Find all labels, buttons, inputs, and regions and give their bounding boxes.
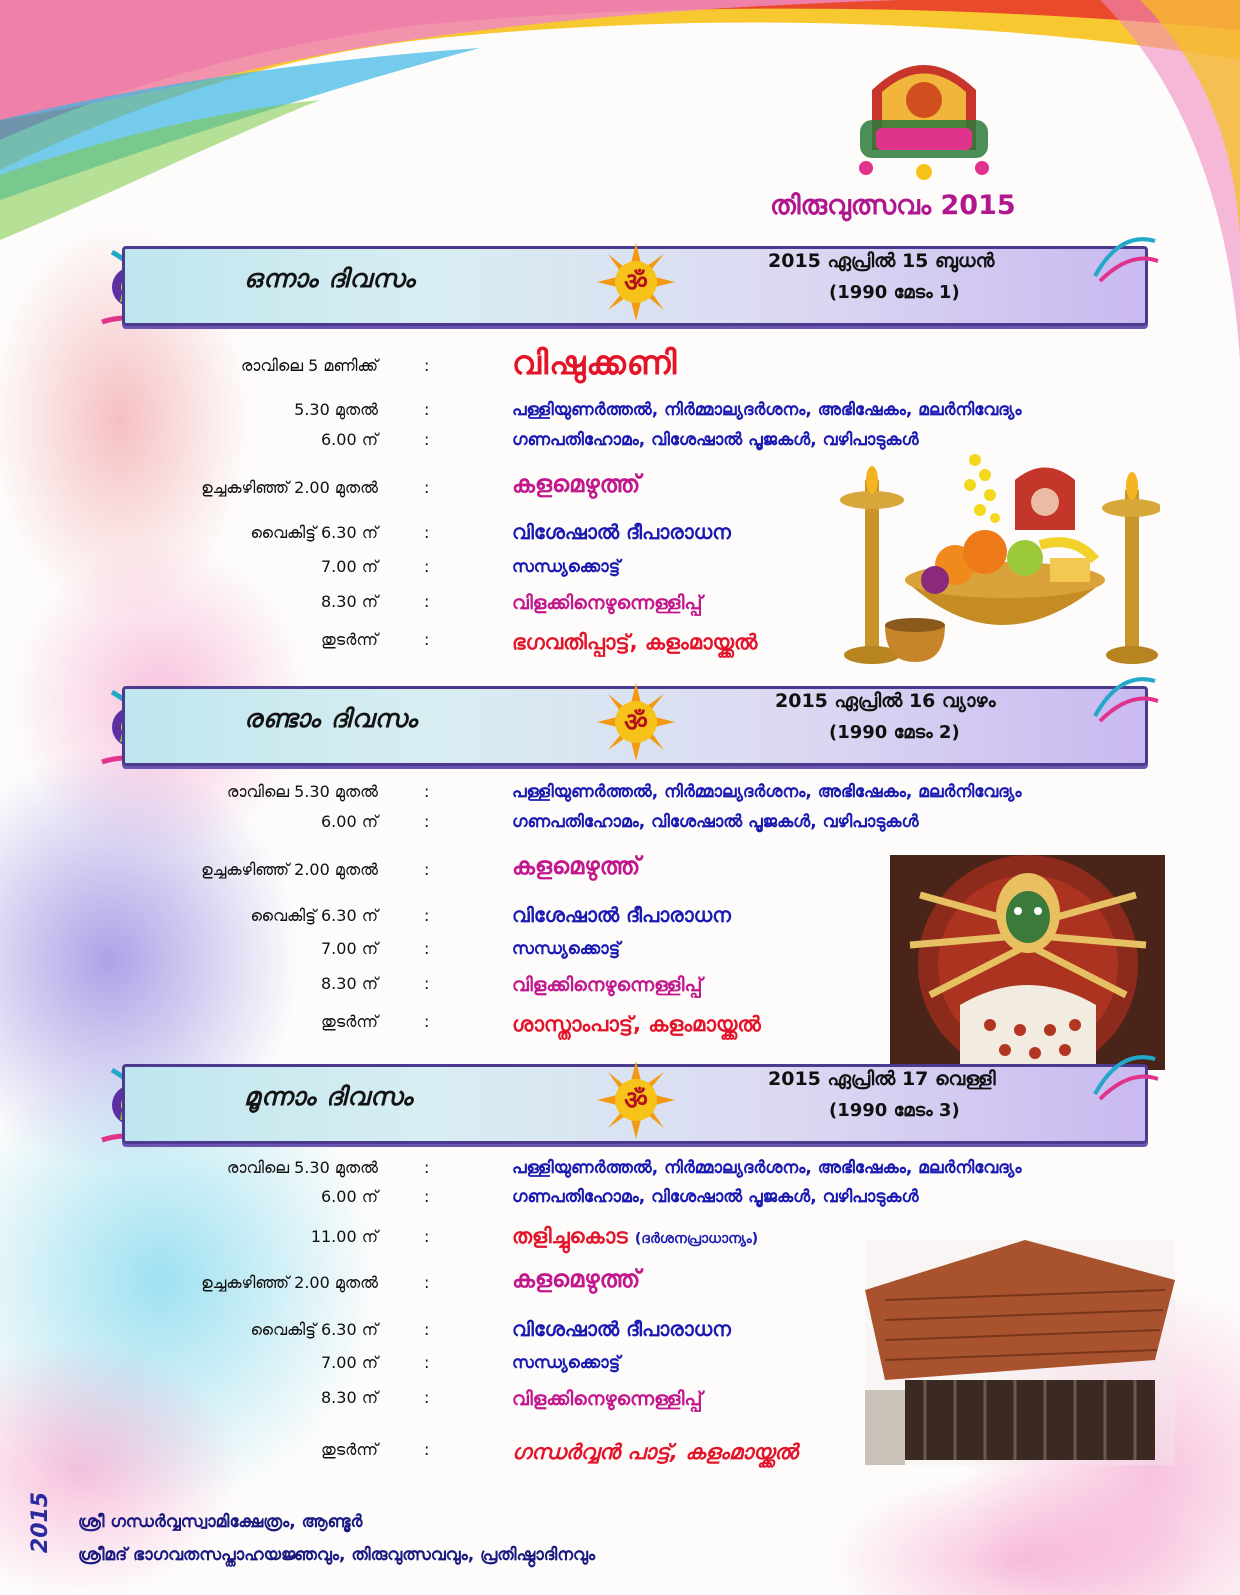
svg-text:ॐ: ॐ bbox=[624, 1086, 648, 1116]
schedule-event: ഭഗവതിപ്പാട്ട്, കളംമായ്ക്കൽ bbox=[512, 630, 758, 654]
schedule-event: കളമെഴുത്ത് bbox=[512, 470, 641, 498]
colon: : bbox=[424, 812, 430, 831]
colon: : bbox=[424, 782, 430, 801]
schedule-time: രാവിലെ 5.30 മുതൽ bbox=[226, 1158, 378, 1177]
schedule-time: 6.00 ന് bbox=[321, 430, 378, 449]
schedule-row bbox=[0, 1440, 1240, 1480]
day-banner-3 bbox=[92, 1058, 1154, 1148]
schedule-time: 8.30 ന് bbox=[321, 592, 378, 611]
schedule-event: പള്ളിയുണർത്തൽ, നിർമ്മാല്യദർശനം, അഭിഷേകം, മലർനിവേദ്യം bbox=[512, 400, 1022, 420]
schedule-event bbox=[512, 1224, 758, 1249]
day-name: മൂന്നാം ദിവസം bbox=[244, 1082, 414, 1111]
footer-year-text: 2015 bbox=[28, 1491, 54, 1554]
schedule-event: വിളക്കിനെഴുന്നെള്ളിപ്പ് bbox=[512, 974, 703, 996]
footer-event-line: ശ്രീമദ് ഭാഗവതസപ്താഹയജ്ഞവും, തിരുവുത്സവവും, പ്രതിഷ്ഠാദിനവും bbox=[78, 1545, 596, 1565]
schedule-row bbox=[0, 630, 1240, 670]
colon: : bbox=[424, 592, 430, 611]
colon: : bbox=[424, 1320, 430, 1339]
festival-title: തിരുവുത്സവം 2015 bbox=[770, 190, 1016, 221]
schedule-time: 8.30 ന് bbox=[321, 1388, 378, 1407]
schedule-row bbox=[0, 1012, 1240, 1052]
schedule-event: ശാസ്താംപാട്ട്, കളംമായ്ക്കൽ bbox=[512, 1012, 761, 1036]
colon: : bbox=[424, 523, 430, 542]
schedule-row bbox=[0, 1388, 1240, 1428]
schedule-row bbox=[0, 812, 1240, 852]
schedule-time: തുടർന്ന് bbox=[321, 630, 378, 649]
colon: : bbox=[424, 430, 430, 449]
schedule-event: ഗന്ധർവ്വൻ പാട്ട്, കളംമായ്ക്കൽ bbox=[512, 1440, 798, 1464]
schedule-event: ഗണപതിഹോമം, വിശേഷാൽ പൂജകൾ, വഴിപാടുകൾ bbox=[512, 812, 919, 832]
schedule-time: ഉച്ചകഴിഞ്ഞ് 2.00 മുതൽ bbox=[201, 1273, 378, 1292]
colon: : bbox=[424, 860, 430, 879]
schedule-row bbox=[0, 592, 1240, 632]
schedule-event: വിളക്കിനെഴുന്നെള്ളിപ്പ് bbox=[512, 1388, 703, 1410]
schedule-event: സന്ധ്യക്കൊട്ട് bbox=[512, 557, 621, 577]
banner-date: 2015 ഏപ്രിൽ 15 ബുധൻ bbox=[768, 250, 995, 272]
colon: : bbox=[424, 1440, 430, 1459]
decorative-flourish-icon bbox=[1090, 666, 1160, 726]
decorative-flourish-icon bbox=[1090, 1044, 1160, 1104]
schedule-event: പള്ളിയുണർത്തൽ, നിർമ്മാല്യദർശനം, അഭിഷേകം, മലർനിവേദ്യം bbox=[512, 1158, 1022, 1178]
schedule-event: വിളക്കിനെഴുന്നെള്ളിപ്പ് bbox=[512, 592, 703, 614]
banner-malayalam-date: (1990 മേടം 2) bbox=[829, 722, 960, 743]
event-name: തളിച്ചുകൊട bbox=[512, 1224, 628, 1248]
schedule-event: ഗണപതിഹോമം, വിശേഷാൽ പൂജകൾ, വഴിപാടുകൾ bbox=[512, 1187, 919, 1207]
colon: : bbox=[424, 557, 430, 576]
om-sun-icon bbox=[597, 1061, 675, 1139]
schedule-row bbox=[0, 557, 1240, 597]
schedule-time: തുടർന്ന് bbox=[321, 1012, 378, 1031]
schedule-time: 6.00 ന് bbox=[321, 1187, 378, 1206]
day-name: ഒന്നാം ദിവസം bbox=[244, 264, 416, 293]
svg-text:ॐ: ॐ bbox=[624, 268, 648, 298]
schedule-row bbox=[0, 852, 1240, 900]
schedule-time: 8.30 ന് bbox=[321, 974, 378, 993]
banner-date: 2015 ഏപ്രിൽ 17 വെള്ളി bbox=[768, 1068, 996, 1090]
colon: : bbox=[424, 356, 430, 375]
footer-temple-name: ശ്രീ ഗന്ധർവ്വസ്വാമിക്ഷേത്രം, ആണ്ടൂർ bbox=[78, 1512, 363, 1532]
colon: : bbox=[424, 400, 430, 419]
schedule-event: പള്ളിയുണർത്തൽ, നിർമ്മാല്യദർശനം, അഭിഷേകം, മലർനിവേദ്യം bbox=[512, 782, 1022, 802]
schedule-row bbox=[0, 939, 1240, 979]
schedule-time: രാവിലെ 5 മണിക്ക് bbox=[240, 356, 378, 375]
banner-malayalam-date: (1990 മേടം 3) bbox=[829, 1100, 960, 1121]
colon: : bbox=[424, 1012, 430, 1031]
schedule-event: വിശേഷാൽ ദീപാരാധന bbox=[512, 520, 731, 544]
banner-malayalam-date: (1990 മേടം 1) bbox=[829, 282, 960, 303]
schedule-row bbox=[0, 1353, 1240, 1393]
schedule-row bbox=[0, 1265, 1240, 1313]
schedule-time: രാവിലെ 5.30 മുതൽ bbox=[226, 782, 378, 801]
schedule-event: കളമെഴുത്ത് bbox=[512, 852, 641, 880]
colon: : bbox=[424, 939, 430, 958]
day-banner-2 bbox=[92, 680, 1154, 770]
schedule-time: വൈകിട്ട് 6.30 ന് bbox=[250, 906, 378, 925]
schedule-time: 11.00 ന് bbox=[310, 1227, 378, 1246]
schedule-time: വൈകിട്ട് 6.30 ന് bbox=[250, 1320, 378, 1339]
om-sun-icon bbox=[597, 243, 675, 321]
schedule-time: ഉച്ചകഴിഞ്ഞ് 2.00 മുതൽ bbox=[201, 860, 378, 879]
colon: : bbox=[424, 1273, 430, 1292]
colon: : bbox=[424, 906, 430, 925]
decorative-flourish-icon bbox=[1090, 226, 1160, 286]
colon: : bbox=[424, 1187, 430, 1206]
schedule-time: ഉച്ചകഴിഞ്ഞ് 2.00 മുതൽ bbox=[201, 478, 378, 497]
schedule-row bbox=[0, 1224, 1240, 1267]
schedule-time: 6.00 ന് bbox=[321, 812, 378, 831]
colon: : bbox=[424, 974, 430, 993]
schedule-event: സന്ധ്യക്കൊട്ട് bbox=[512, 939, 621, 959]
colon: : bbox=[424, 1353, 430, 1372]
schedule-event: വിശേഷാൽ ദീപാരാധന bbox=[512, 1317, 731, 1341]
schedule-row bbox=[0, 974, 1240, 1014]
day-banner-1 bbox=[92, 240, 1154, 330]
event-note: (ദർശനപ്രാധാന്യം) bbox=[634, 1231, 759, 1247]
schedule-time: 7.00 ന് bbox=[321, 557, 378, 576]
svg-text:ॐ: ॐ bbox=[624, 708, 648, 738]
schedule-row bbox=[0, 343, 1240, 393]
day-name: രണ്ടാം ദിവസം bbox=[244, 704, 418, 733]
schedule-event: വിശേഷാൽ ദീപാരാധന bbox=[512, 903, 731, 927]
festival-logo-emblem bbox=[852, 50, 996, 185]
banner-date: 2015 ഏപ്രിൽ 16 വ്യാഴം bbox=[775, 690, 996, 712]
colon: : bbox=[424, 1158, 430, 1177]
schedule-time: 5.30 മുതൽ bbox=[294, 400, 378, 419]
schedule-event: ഗണപതിഹോമം, വിശേഷാൽ പൂജകൾ, വഴിപാടുകൾ bbox=[512, 430, 919, 450]
schedule-row bbox=[0, 1187, 1240, 1227]
schedule-time: തുടർന്ന് bbox=[321, 1440, 378, 1459]
schedule-event: കളമെഴുത്ത് bbox=[512, 1265, 641, 1293]
footer-year bbox=[30, 1480, 70, 1580]
colon: : bbox=[424, 478, 430, 497]
schedule-time: 7.00 ന് bbox=[321, 1353, 378, 1372]
schedule-row bbox=[0, 470, 1240, 518]
om-sun-icon bbox=[597, 683, 675, 761]
schedule-time: 7.00 ന് bbox=[321, 939, 378, 958]
colon: : bbox=[424, 630, 430, 649]
schedule-event: സന്ധ്യക്കൊട്ട് bbox=[512, 1353, 621, 1373]
colon: : bbox=[424, 1227, 430, 1246]
schedule-event: വിഷുക്കണി bbox=[512, 343, 678, 382]
schedule-row bbox=[0, 430, 1240, 470]
schedule-time: വൈകിട്ട് 6.30 ന് bbox=[250, 523, 378, 542]
colon: : bbox=[424, 1388, 430, 1407]
